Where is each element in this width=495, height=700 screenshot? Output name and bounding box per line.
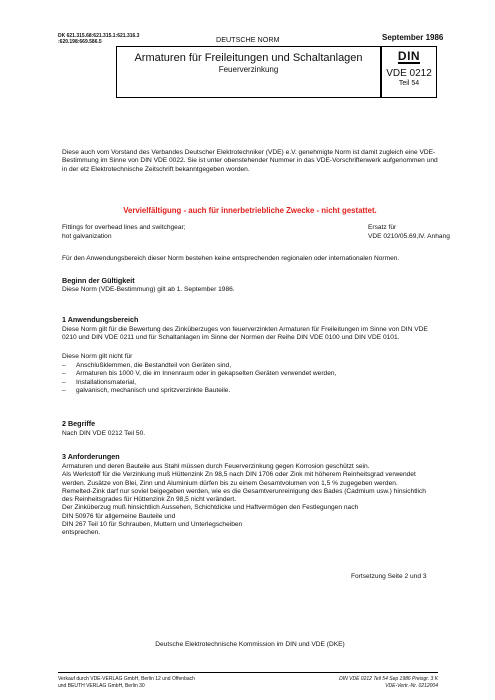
footer-seller-2: und BEUTH VERLAG GmbH, Berlin 30 xyxy=(58,683,145,689)
continuation-note: Fortsetzung Seite 2 und 3 xyxy=(351,573,427,580)
section-3-paragraph: DIN 267 Teil 10 für Schrauben, Muttern und Unterlegscheiben xyxy=(62,521,243,529)
english-title-line-1: Fittings for overhead lines and switchgear; xyxy=(62,224,186,231)
section-3-heading: 3 Anforderungen xyxy=(62,452,120,461)
footer-divider xyxy=(58,672,438,673)
list-item: – Installationsmaterial, xyxy=(62,379,438,387)
validity-heading: Beginn der Gültigkeit xyxy=(62,276,135,285)
section-3-paragraph: Armaturen und deren Bauteile aus Stahl müssen durch Feuerverzinkung gegen Korrosion geschützt sein. xyxy=(62,463,370,470)
section-2-text: Nach DIN VDE 0212 Teil 50. xyxy=(62,430,146,437)
publication-date: September 1986 xyxy=(382,33,444,42)
section-1-exclusion-intro: Diese Norm gilt nicht für xyxy=(62,353,133,360)
section-3-paragraph: Remelted-Zink darf nur soviel beigegeben werden, wie es die Gesamtverunreinigung des Bades (Cadmium usw.) hinsichtlich des Reinheitsgrades für Hüttenzink Zn 98,5 nicht verändert. xyxy=(62,487,426,504)
exclusion-list xyxy=(62,362,438,395)
replacement-label: Ersatz für xyxy=(368,224,397,231)
footer-reference-1: DIN VDE 0212 Teil 54 Sep 1986 Preisgr. 3 K xyxy=(339,676,438,682)
title-box xyxy=(116,46,381,98)
section-1-text: Diese Norm gilt für die Bewertung des Zinküberzuges von feuerverzinkten Armaturen für Freileitungen im Sinne von DIN VDE 0210 und DIN VDE 0211 und für Schaltanlagen im Sinne der Normen der Reihe DIN VDE 0100 und DIN VDE 0101. xyxy=(62,326,428,342)
norm-type: DEUTSCHE NORM xyxy=(216,35,280,44)
intro-paragraph: Diese auch vom Vorstand des Verbandes Deutscher Elektrotechniker (VDE) e.V. genehmigte Norm ist damit zugleich eine VDE-Bestimmung im Sinne von DIN VDE 0022. Sie ist unter obenstehender Nummer in das VDE-Vorschriftenwerk aufgenommen und in der etz Elektrotechnische Zeitschrift bekanntgegeben worden. xyxy=(62,149,438,173)
section-2-heading: 2 Begriffe xyxy=(62,419,96,428)
section-1-heading: 1 Anwendungsbereich xyxy=(62,315,139,324)
standard-number: VDE 0212 xyxy=(386,68,432,79)
footer-seller-1: Verkauf durch VDE-VERLAG GmbH, Berlin 12 und Offenbach xyxy=(58,676,195,682)
english-title-line-2: hot galvanization xyxy=(62,233,112,240)
replacement-reference: VDE 0210/05.69,IV. Anhang xyxy=(368,233,450,240)
classification-code-1: DK 621.315.68:621.315.1:621.316.3 xyxy=(58,33,140,39)
footer-reference-2: VDE-Vertr.-Nr. 0212004 xyxy=(385,683,438,689)
list-item: – Anschlußklemmen, die Bestandteil von Geräten sind, xyxy=(62,362,438,370)
section-3-body xyxy=(62,463,438,538)
section-3-paragraph: entsprechen. xyxy=(62,529,101,537)
din-logo: DIN xyxy=(397,49,421,63)
standard-part: Teil 54 xyxy=(398,80,420,87)
din-box xyxy=(381,46,437,98)
document-title: Armaturen für Freileitungen und Schaltanlagen xyxy=(134,52,363,64)
list-item: – galvanisch, mechanisch und spritzverzinkte Bauteile. xyxy=(62,387,438,395)
section-3-paragraph: DIN 50976 für allgemeine Bauteile und xyxy=(62,512,176,520)
reproduction-notice: Vervielfältigung - auch für innerbetriebliche Zwecke - nicht gestattet. xyxy=(123,206,377,215)
classification-code-2: :620.198:669.586.5 xyxy=(58,39,102,45)
committee-name: Deutsche Elektrotechnische Kommission im DIN und VDE (DKE) xyxy=(155,641,345,648)
regional-note: Für den Anwendungsbereich dieser Norm bestehen keine entsprechenden regionalen oder internationalen Normen. xyxy=(62,255,400,262)
section-3-paragraph: Als Werkstoff für die Verzinkung muß Hüttenzink Zn 98,5 nach DIN 1706 oder Zink mit höherem Reinheitsgrad verwendet werden. Zusätze von Blei, Zinn und Aluminium dürfen bis zu einem Gesamtvolumen von 1,5 % zugegeben werden. xyxy=(62,471,416,487)
document-subtitle: Feuerverzinkung xyxy=(218,65,279,74)
list-item: – Armaturen bis 1000 V, die im Innenraum oder in gekapselten Geräten verwendet werden, xyxy=(62,370,438,378)
validity-text: Diese Norm (VDE-Bestimmung) gilt ab 1. September 1986. xyxy=(62,286,235,293)
section-3-paragraph: Der Zinküberzug muß hinsichtlich Aussehen, Schichtdicke und Haftvermögen den Festlegungen nach xyxy=(62,504,359,512)
